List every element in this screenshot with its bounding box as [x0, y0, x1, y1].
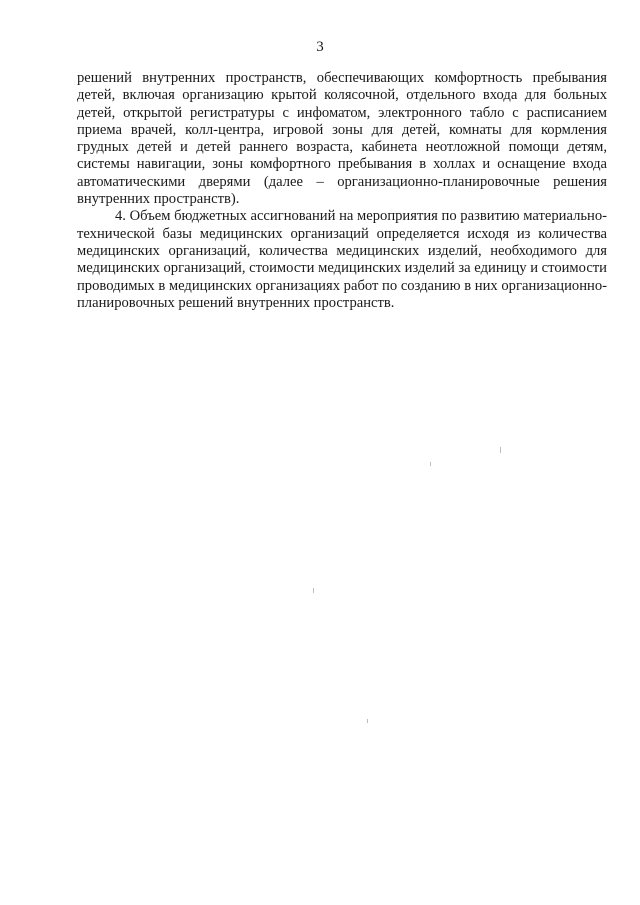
paragraph-continuation: решений внутренних пространств, обеспечивающих комфортность пребывания детей, включая организацию крытой колясочной, отдельного входа для больных детей, открытой регистратуры с инфоматом, электронного табло с расписанием приема врачей, колл-центра, игровой зоны для детей, комнаты для кормления грудных детей и детей раннего возраста, кабинета неотложной помощи детям, системы навигации, зоны комфортного пребывания в холлах и оснащение входа автоматическими дверями (далее – организационно-планировочные решения внутренних пространств).	[77, 70, 607, 208]
scan-speck	[313, 588, 314, 593]
scan-speck	[500, 447, 501, 453]
page-number: 3	[316, 39, 324, 55]
scan-speck	[430, 462, 431, 466]
scan-speck	[367, 719, 368, 723]
document-body	[77, 70, 607, 312]
paragraph-item-4: 4. Объем бюджетных ассигнований на мероприятия по развитию материально-технической базы медицинских организаций определяется исходя из количества медицинских организаций, количества медицинских изделий, необходимого для медицинских организаций, стоимости медицинских изделий за единицу и стоимости проводимых в медицинских организациях работ по созданию в них организационно-планировочных решений внутренних пространств.	[77, 208, 607, 311]
